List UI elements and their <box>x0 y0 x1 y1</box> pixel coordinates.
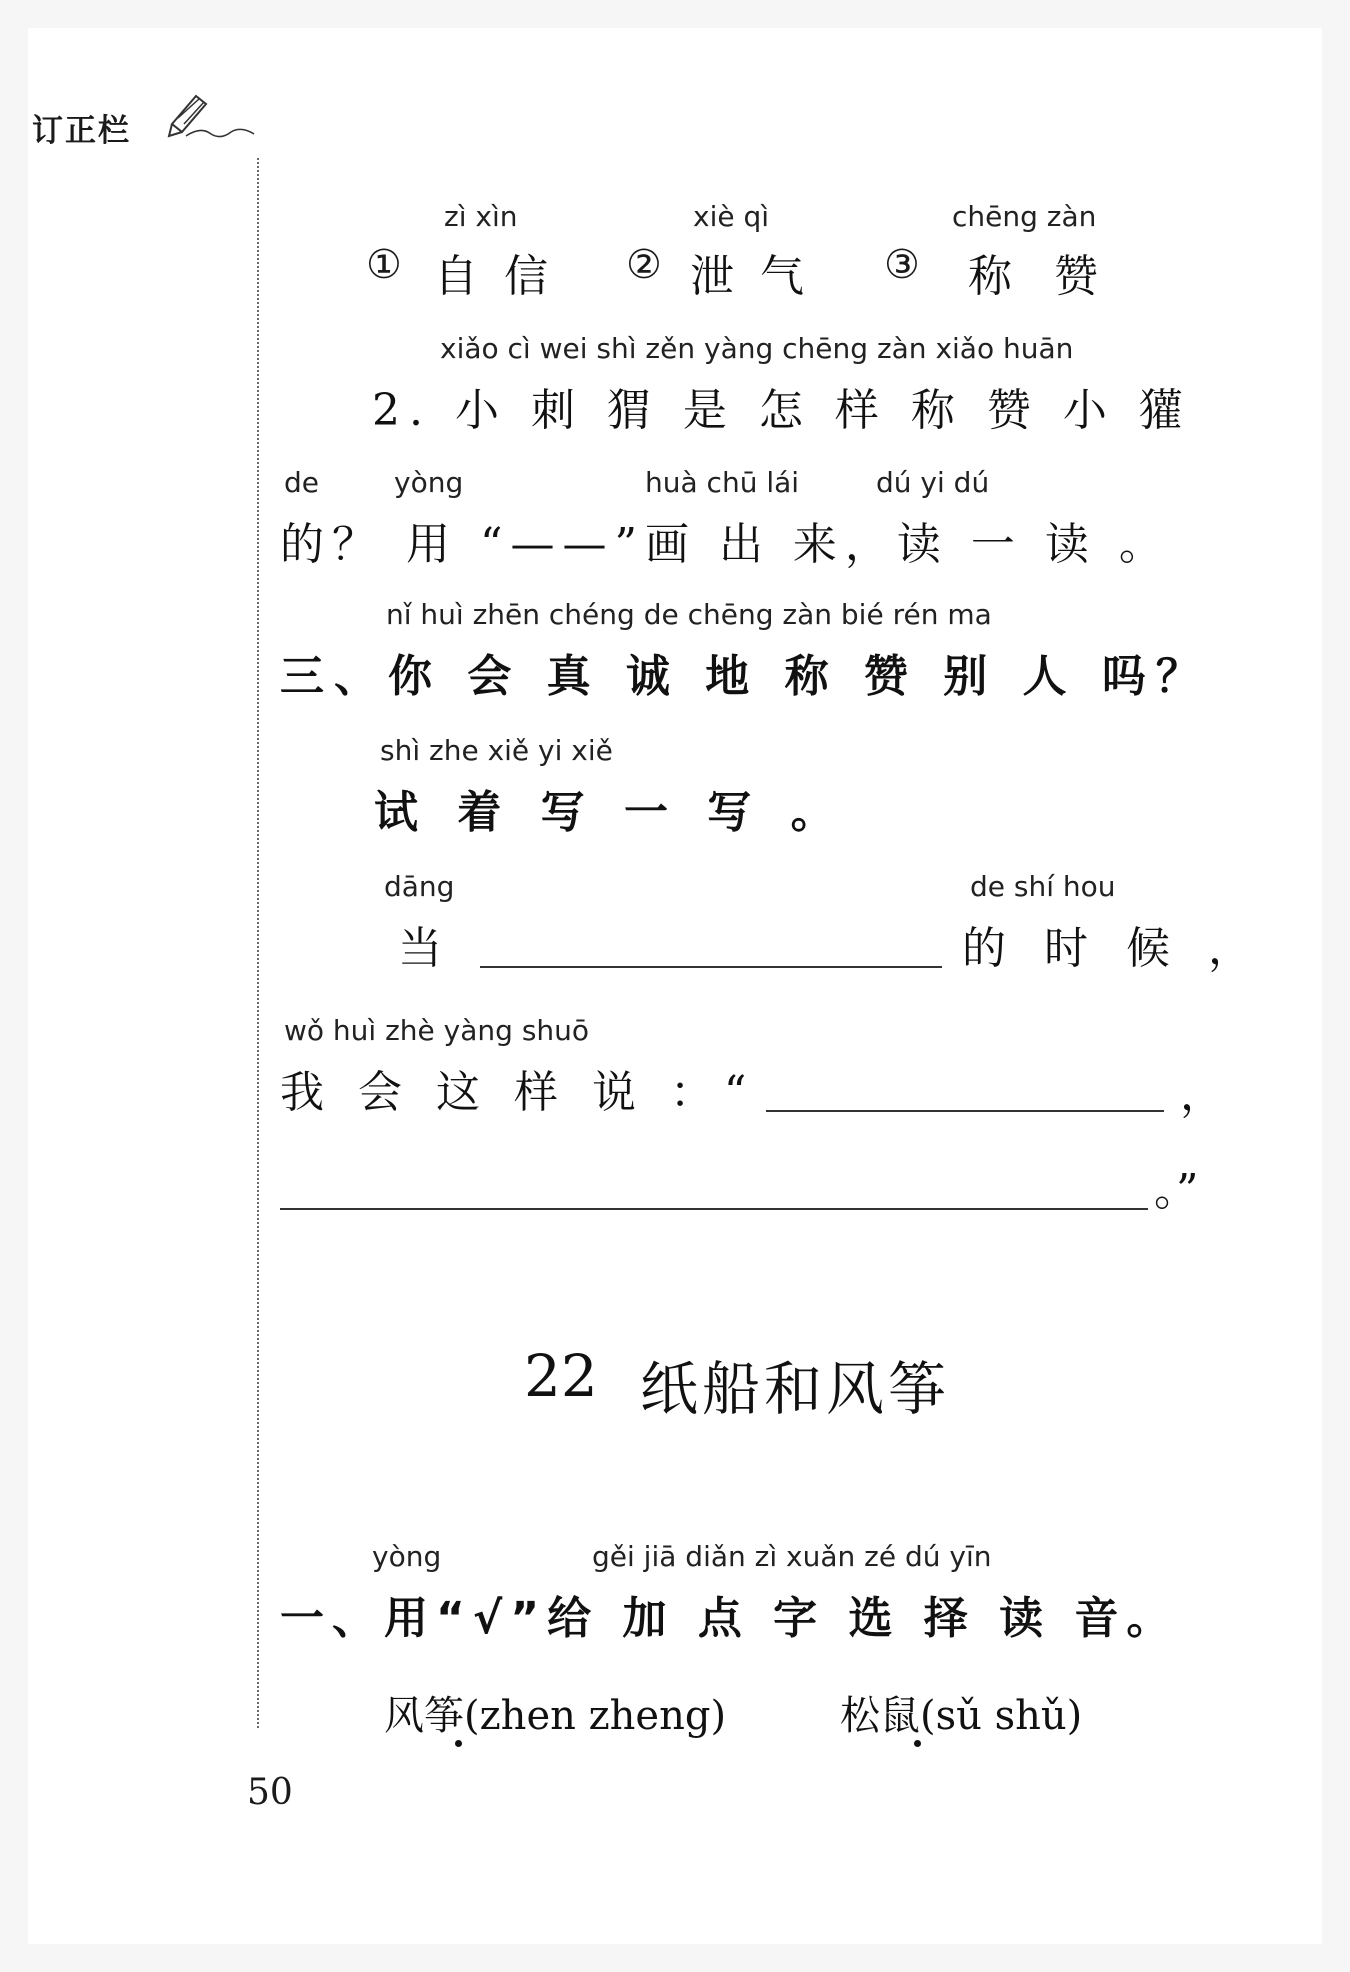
q3-heading: 三、你 会 真 诚 地 称 赞 别 人 吗？ <box>280 651 1210 702</box>
answer-blank-2[interactable] <box>766 1110 1164 1112</box>
l1-heading: 一、用“√”给 加 点 字 选 择 读 音。 <box>280 1593 1179 1644</box>
emphasis-dot <box>914 1740 921 1747</box>
q3-pinyin-deshihou: de shí hou <box>970 870 1116 903</box>
q3-dang: 当 <box>398 923 442 974</box>
q3-pinyin-line4: wǒ huì zhè yàng shuō <box>284 1014 590 1047</box>
option-3-marker: ③ <box>884 242 920 288</box>
margin-divider <box>257 158 259 1728</box>
option-1-text: 自 信 <box>434 251 554 302</box>
q3-comma: ， <box>1180 1069 1224 1120</box>
option-1-pinyin: zì xìn <box>444 200 518 233</box>
q3-deshihou: 的 时 候 ， <box>962 923 1264 974</box>
q2-pinyin-huachulai: huà chū lái <box>645 466 800 499</box>
emphasis-dot <box>455 1740 462 1747</box>
q3-closing-quote: 。” <box>1154 1165 1199 1216</box>
l1-pinyin-rest: gěi jiā diǎn zì xuǎn zé dú yīn <box>592 1540 992 1573</box>
lesson-title: 纸船和风筝 <box>640 1355 951 1423</box>
q2-pinyin-duyidu: dú yi dú <box>876 466 990 499</box>
q3-pinyin-line1: nǐ huì zhēn chéng de chēng zàn bié rén ma <box>386 598 992 631</box>
q3-pinyin-dang: dāng <box>384 870 455 903</box>
q2-pinyin-yong: yòng <box>394 466 464 499</box>
l1-item-songshu[interactable]: 松鼠(sǔ shǔ) <box>840 1693 1083 1739</box>
correction-column-label: 订正栏 <box>32 113 131 149</box>
q2-pinyin-line1: xiǎo cì wei shì zěn yàng chēng zàn xiǎo huān <box>440 332 1074 365</box>
page-number: 50 <box>247 1772 293 1813</box>
worksheet-page <box>28 28 1322 1944</box>
q3-instruction: 试 着 写 一 写 。 <box>374 787 847 838</box>
option-2-pinyin: xiè qì <box>693 200 770 233</box>
q2-line1: 2. 小 刺 猬 是 怎 样 称 赞 小 獾 <box>372 385 1192 436</box>
answer-blank-3[interactable] <box>280 1208 1148 1210</box>
pencil-icon <box>166 88 256 143</box>
q3-pinyin-line2: shì zhe xiě yi xiě <box>380 734 613 767</box>
q3-line4: 我 会 这 样 说 ：“ <box>280 1067 757 1118</box>
option-2-marker: ② <box>626 242 662 288</box>
answer-blank-1[interactable] <box>480 966 942 968</box>
q2-pinyin-de: de <box>284 466 319 499</box>
option-3-pinyin: chēng zàn <box>952 200 1097 233</box>
option-2-text: 泄 气 <box>690 251 810 302</box>
q2-line2: 的？ 用 “——”画 出 来，读 一 读 。 <box>280 519 1171 570</box>
option-3-text: 称 赞 <box>968 251 1112 302</box>
lesson-number: 22 <box>524 1342 598 1410</box>
l1-item-fengzheng[interactable]: 风筝(zhen zheng) <box>384 1693 727 1739</box>
l1-pinyin-yong: yòng <box>372 1540 442 1573</box>
option-1-marker: ① <box>366 242 402 288</box>
